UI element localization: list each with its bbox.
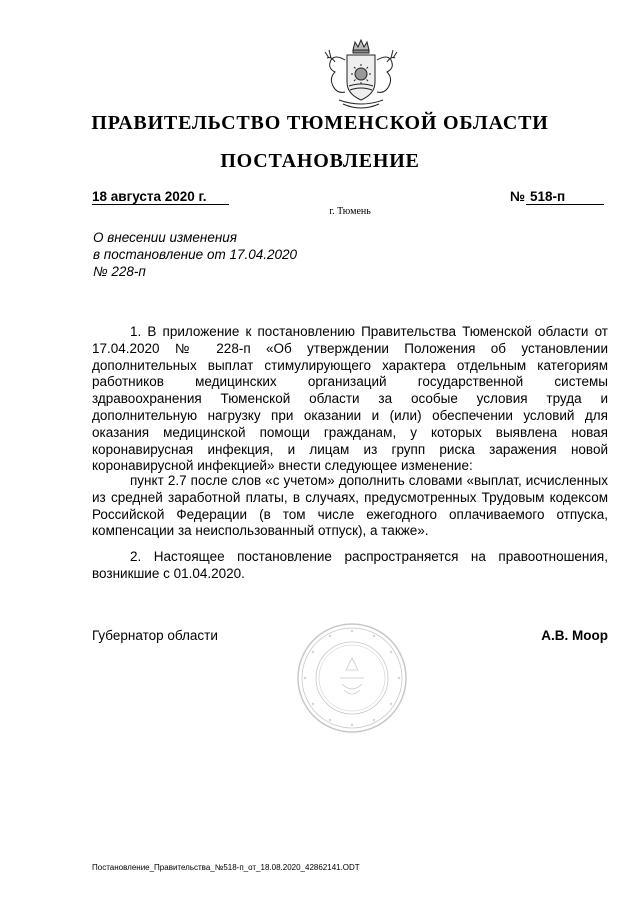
coat-of-arms-icon xyxy=(317,38,405,116)
number-sign: № xyxy=(510,189,526,204)
paragraph-text: 2. Настоящее постановление распространяется на правоотношения, возникшие с 01.04.2020. xyxy=(92,549,608,581)
document-number: 518-п xyxy=(530,189,566,204)
city: г. Тюмень xyxy=(329,206,371,217)
official-seal-icon xyxy=(296,622,408,734)
number-underline xyxy=(526,204,604,205)
signer-role: Губернатор области xyxy=(92,628,218,643)
government-title: ПРАВИТЕЛЬСТВО ТЮМЕНСКОЙ ОБЛАСТИ xyxy=(91,112,549,134)
document-type: ПОСТАНОВЛЕНИЕ xyxy=(220,150,420,172)
signer-name: А.В. Моор xyxy=(541,628,608,643)
subject-line: О внесении изменения xyxy=(93,230,238,245)
subject-line: в постановление от 17.04.2020 xyxy=(93,247,298,262)
document-subject xyxy=(93,229,297,280)
subject-line: № 228-п xyxy=(93,264,146,279)
paragraph-3 xyxy=(92,549,608,583)
paragraph-1 xyxy=(92,324,608,475)
date-underline xyxy=(92,204,229,205)
paragraph-2 xyxy=(92,473,608,540)
paragraph-text: 1. В приложение к постановлению Правительства Тюменской области от 17.04.2020 № 228-п «Об утверждении Положения об установлении дополнительных выплат стимулирующего характера отдельным категориям работников медицинских организаций государственной системы здравоохранения Тюменской области за особые условия труда и дополнительную нагрузку при оказании и (или) обеспечении условий для оказания медицинской помощи гражданам, у которых выявлена новая коронавирусная инфекция, и лицам из групп риска заражения новой коронавирусной инфекцией» внести следующее изменение: xyxy=(92,324,608,474)
document-date: 18 августа 2020 г. xyxy=(92,189,207,204)
paragraph-text: пункт 2.7 после слов «с учетом» дополнить словами «выплат, исчисленных из средней заработной платы, в случаях, предусмотренных Трудовым кодексом Российской Федерации (в том числе ежегодного оплачиваемого отпуска, компенсации за неиспользованный отпуск), а также». xyxy=(92,473,608,539)
footer-filename: Постановление_Правительства_№518-п_от_18.08.2020_42862141.ODT xyxy=(92,863,360,872)
